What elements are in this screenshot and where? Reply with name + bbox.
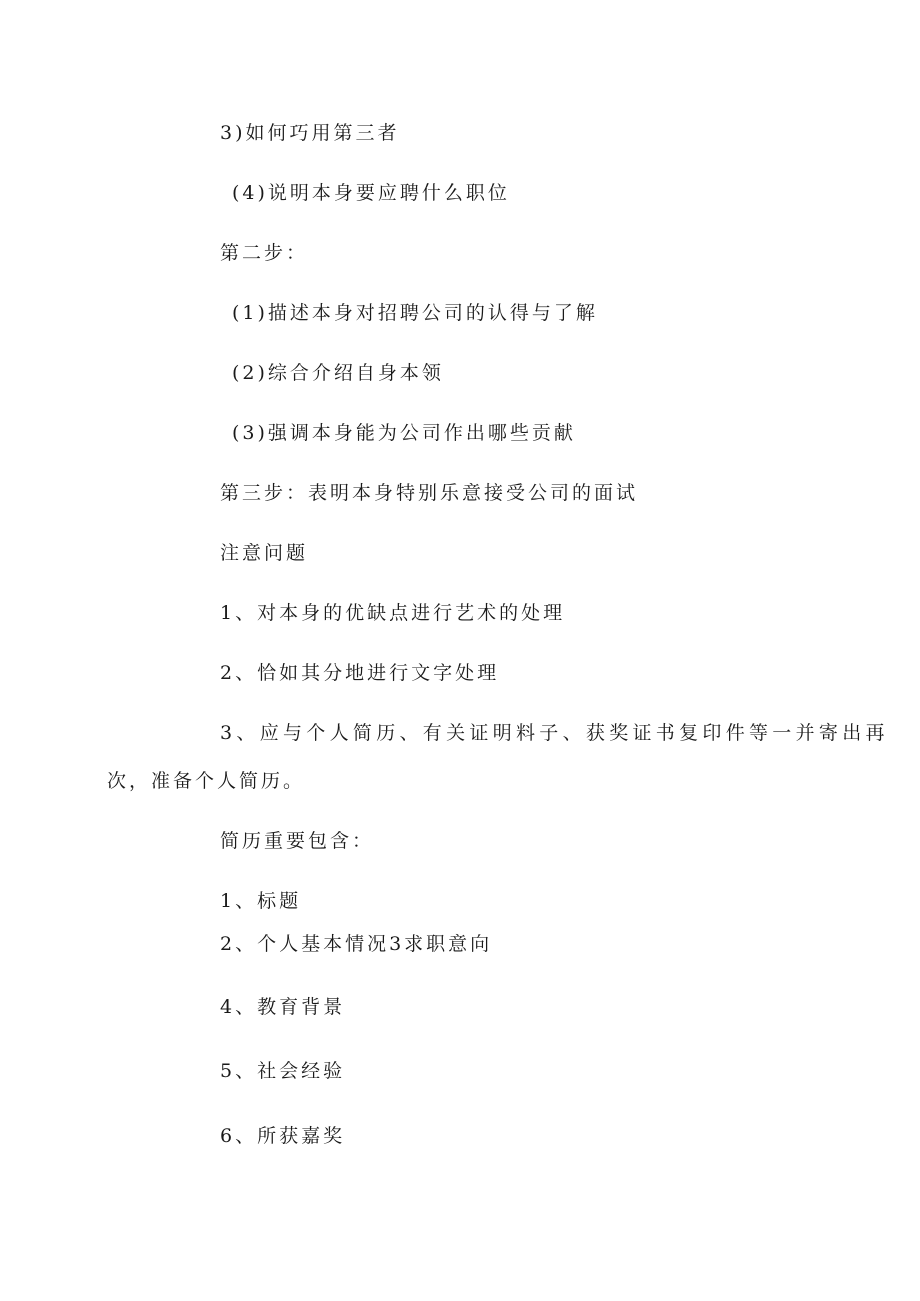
list-item-social-experience: 5、社会经验 — [220, 1060, 346, 1082]
heading-notes: 注意问题 — [220, 542, 309, 564]
paragraph-step2-item1: (1)描述本身对招聘公司的认得与了解 — [232, 302, 598, 324]
list-item-title: 1、标题 — [220, 890, 302, 912]
paragraph-note3: 3、应与个人简历、有关证明料子、获奖证书复印件等一并寄出再 — [220, 722, 889, 744]
paragraph-step3: 第三步：表明本身特别乐意接受公司的面试 — [220, 482, 639, 504]
paragraph-step1-item4: (4)说明本身要应聘什么职位 — [232, 182, 510, 204]
paragraph-step2-item3: (3)强调本身能为公司作出哪些贡献 — [232, 422, 576, 444]
paragraph-step1-item3: 3)如何巧用第三者 — [220, 122, 400, 144]
list-item-awards: 6、所获嘉奖 — [220, 1125, 346, 1147]
heading-resume-contents: 简历重要包含： — [220, 830, 375, 852]
paragraph-note2: 2、恰如其分地进行文字处理 — [220, 662, 500, 684]
list-item-education: 4、教育背景 — [220, 996, 346, 1018]
list-item-basic-info: 2、个人基本情况3求职意向 — [220, 933, 493, 955]
paragraph-note3-continued: 次，准备个人简历。 — [107, 770, 306, 792]
paragraph-step2-item2: (2)综合介绍自身本领 — [232, 362, 444, 384]
paragraph-note1: 1、对本身的优缺点进行艺术的处理 — [220, 602, 566, 624]
heading-step2: 第二步： — [220, 242, 309, 264]
